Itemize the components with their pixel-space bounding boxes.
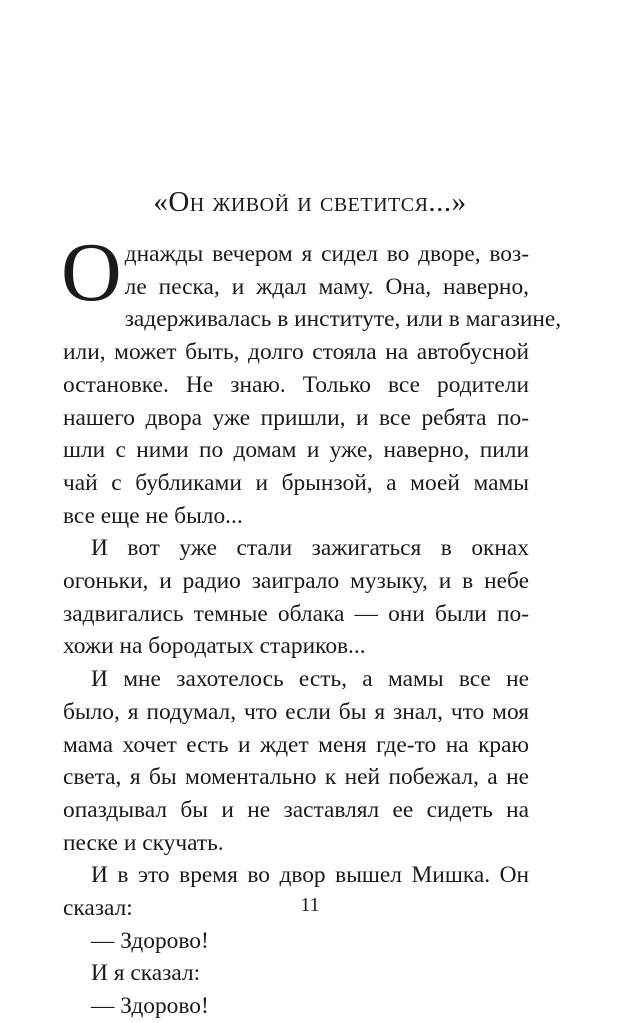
text-line: днажды вечером я сидел во дворе, воз-: [124, 241, 529, 267]
text-line: все еще не было...: [63, 502, 243, 529]
paragraph-2: [63, 532, 529, 663]
text-line: хожи на бородатых стариков...: [63, 633, 366, 660]
text-line: И вот уже стали зажигаться в окнах: [91, 535, 529, 562]
page-number: 11: [300, 894, 320, 916]
text-line: песке и скучать.: [63, 829, 224, 856]
paragraph-5: [63, 925, 529, 958]
paragraph-6: [63, 957, 529, 990]
paragraph-3: [63, 663, 529, 859]
text-line: мама хочет есть и ждет меня где-то на краю: [63, 731, 529, 758]
chapter-title: «Он живой и светится...»: [153, 186, 467, 218]
text-line: огоньки, и радио заиграло музыку, и в небе: [63, 568, 529, 595]
paragraph-1: [61, 226, 562, 532]
text-line: опаздывал бы и не заставлял ее сидеть на: [63, 796, 529, 823]
text-line: шли с ними по домам и уже, наверно, пили: [63, 437, 529, 464]
text-line: нашего двора уже пришли, и все ребята по-: [63, 404, 529, 431]
text-line: или, может быть, долго стояла на автобусной: [63, 339, 529, 366]
text-line: света, я бы моментально к ней побежал, а не: [63, 764, 529, 791]
text-line: И мне захотелось есть, а мамы все не: [91, 666, 529, 693]
text-line: И я сказал:: [91, 960, 201, 987]
text-line: сказал:: [63, 895, 133, 922]
text-line: задвигались темные облака — они были по-: [63, 600, 529, 627]
drop-cap: О: [61, 226, 122, 319]
text-line: ле песка, и ждал маму. Она, наверно,: [124, 273, 529, 300]
paragraph-7: [63, 990, 529, 1023]
dialogue-line: — Здорово!: [91, 993, 209, 1020]
text-line: чай с бубликами и брынзой, а моей мамы: [63, 469, 529, 496]
text-line: И в это время во двор вышел Мишка. Он: [91, 862, 529, 889]
text-line: было, я подумал, что если бы я знал, что моя: [63, 698, 529, 725]
dialogue-line: — Здорово!: [91, 927, 209, 954]
text-line: задерживалась в институте, или в магазине,: [124, 306, 562, 333]
text-line: остановке. Не знаю. Только все родители: [63, 371, 529, 398]
